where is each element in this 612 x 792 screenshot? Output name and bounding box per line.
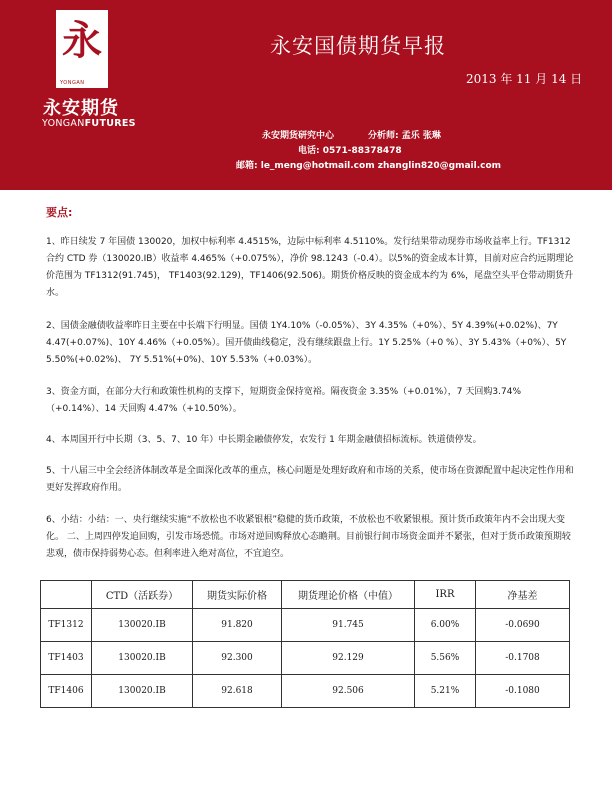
table-header-row [41,581,570,609]
table-cell: -0.1080 [476,675,570,708]
table-header: 期货实际价格 [193,581,282,609]
paragraph-1: 1、昨日续发 7 年国债 130020，加权中标利率 4.4515%，边际中标利率 4.5110%。发行结果带动现券市场收益率上行。TF1312 合约 CTD 券（130020.IB）收益率 4.465%（+0.075%），净价 98.1243（-0.4）。以5%的资金成本计算，目前对应合约远期理论 价范围为 TF1312(91.745)， TF1403(92.129)，TF1406(92.506)。期货价格反映的资金成本约为 6%，尾盘空头平仓带动期货升水。 [46,237,574,298]
table-cell: TF1406 [41,675,92,708]
report-header [0,0,612,190]
paragraph-5: 5、十八届三中全会经济体制改革是全面深化改革的重点，核心问题是处理好政府和市场的关系，使市场在资源配置中起决定性作用和更好发挥政府作用。 [46,466,574,493]
table-row [41,675,570,708]
paragraph-6: 6、小结：小结：一、央行继续实施“不放松也不收紧银根”稳健的货币政策，不放松也不收紧银根。预计货币政策年内不会出现大变化。 二、上周四停发追回购，引发市场恐慌。市场对逆回购释放心态瞻荆。目前银行间市场资金面并不紧张，但对于货币政策预期较悲观，债市保持弱势心态。但利率进入绝对高位，不宜追空。 [46,515,571,559]
logo-chinese-name: 永安期货 [43,98,119,119]
logo-glyph-icon: 永 [62,17,102,64]
table-cell: 5.56% [415,642,476,675]
table-cell: 91.820 [193,609,282,642]
table-cell: -0.1708 [476,642,570,675]
report-date: 2013 年 11 月 14 日 [466,72,583,86]
table-header: CTD（活跃券） [92,581,193,609]
table-cell: 92.618 [193,675,282,708]
report-title: 永安国债期货早报 [270,34,446,58]
table-cell: 92.129 [282,642,415,675]
logo-en-part2: FUTURES [84,118,136,129]
table-cell: -0.0690 [476,609,570,642]
table-cell: 92.506 [282,675,415,708]
paragraph-4: 4、本周国开行中长期（3、5、7、10 年）中长期金融债停发，农发行 1 年期金融债招标流标。铁道债停发。 [46,435,482,445]
logo-english-name [42,118,136,129]
logo-futures-small: FUTURES [72,12,99,18]
table-cell: 130020.IB [92,609,193,642]
logo-yongan-small: YONGAN [60,80,85,86]
company-logo-mark [56,10,108,88]
paragraph-2: 2、国债金融债收益率昨日主要在中长端下行明显。国债 1Y4.10%（-0.05%）、3Y 4.35%（+0%）、5Y 4.39%(+0.02%)、7Y 4.47(+0.07%)、10Y 4.46%（+0.05%）。国开债曲线稳定，没有继续跟盘上行。1Y 5.25%（+0 %）、3Y 5.43%（+0%）、5Y 5.50%(+0.02%)、 7Y 5.51%(+0%)、10Y 5.53%（+0.03%）。 [46,321,567,365]
table-header: 净基差 [476,581,570,609]
table-row [41,642,570,675]
table-header: 期货理论价格（中值） [282,581,415,609]
table-cell: TF1312 [41,609,92,642]
table-cell: 130020.IB [92,642,193,675]
logo-en-part1: YONGAN [42,118,85,129]
futures-pricing-table [40,580,570,708]
section-title-keypoints: 要点: [46,206,73,219]
paragraph-3: 3、资金方面，在部分大行和政策性机构的支撑下，短期资金保持宽裕。隔夜资金 3.35%（+0.01%），7 天回购3.74%（+0.14%）、14 天回购 4.47%（+10.50%）。 [46,387,521,414]
research-org: 永安期货研究中心 [262,131,335,141]
analysts: 分析师: 孟乐 张琳 [368,131,441,141]
table-cell: TF1403 [41,642,92,675]
table-row [41,609,570,642]
table-cell: 6.00% [415,609,476,642]
table-header: IRR [415,581,476,609]
table-cell: 5.21% [415,675,476,708]
email: 邮箱: le_meng@hotmail.com zhanglin820@gmail.com [236,161,502,171]
table-cell: 130020.IB [92,675,193,708]
table-cell: 91.745 [282,609,415,642]
table-header [41,581,92,609]
table-cell: 92.300 [193,642,282,675]
phone: 电话: 0571-88378478 [298,146,402,156]
